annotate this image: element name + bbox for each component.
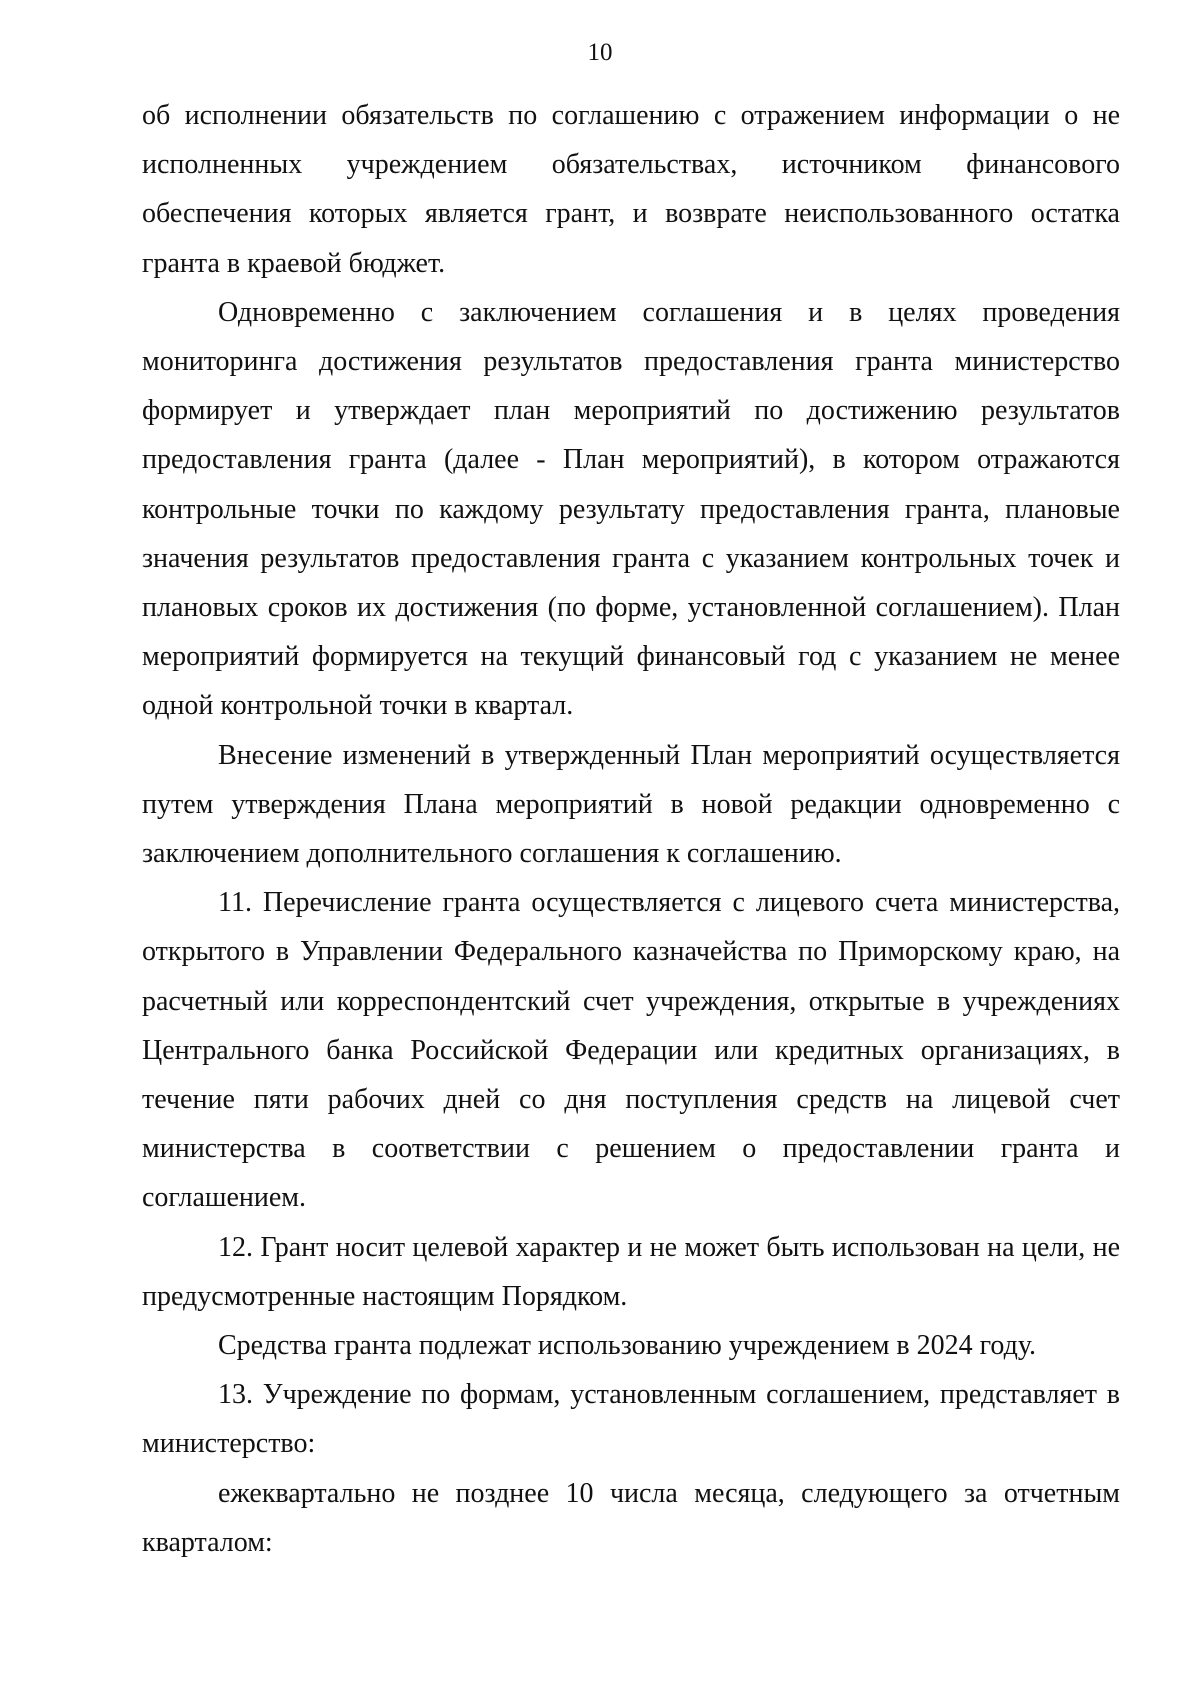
paragraph-plan-changes: Внесение изменений в утвержденный План мероприятий осуществляется путем утверждения Плана мероприятий в новой редакции одновременно с заключением дополнительного соглашения к соглашению. (142, 739, 1120, 870)
paragraph-item-12-purpose: 12. Грант носит целевой характер и не может быть использован на цели, не предусмотренные настоящим Порядком. (142, 1231, 1120, 1312)
paragraph-obligations-report: об исполнении обязательств по соглашению с отражением информации о не исполненных учреждением обязательствах, источником финансового обеспечения которых является грант, и возврате неиспользованного остатка гранта в краевой бюджет. (142, 100, 1120, 279)
paragraph-item-13-reporting: 13. Учреждение по формам, установленным соглашением, представляет в министерство: (142, 1379, 1120, 1460)
paragraph-funds-usage-year: Средства гранта подлежат использованию учреждением в 2024 году. (218, 1330, 1037, 1362)
document-body (142, 91, 1120, 1567)
page-number: 10 (587, 39, 613, 66)
paragraph-item-11-transfer: 11. Перечисление гранта осуществляется с лицевого счета министерства, открытого в Управлении Федерального казначейства по Приморскому краю, на расчетный или корреспондентский счет учреждения, открытые в учреждениях Центрального банка Российской Федерации или кредитных организациях, в течение пяти рабочих дней со дня поступления средств на лицевой счет министерства в соответствии с решением о предоставлении гранта и соглашением. (142, 887, 1120, 1214)
paragraph-quarterly-deadline: ежеквартально не позднее 10 числа месяца, следующего за отчетным кварталом: (142, 1477, 1120, 1558)
paragraph-action-plan: Одновременно с заключением соглашения и в целях проведения мониторинга достижения результатов предоставления гранта министерство формирует и утверждает план мероприятий по достижению результатов предоставления гранта (далее - План мероприятий), в котором отражаются контрольные точки по каждому результату предоставления гранта, плановые значения результатов предоставления гранта с указанием контрольных точек и плановых сроков их достижения (по форме, установленной соглашением). План мероприятий формируется на текущий финансовый год с указанием не менее одной контрольной точки в квартал. (142, 296, 1120, 722)
